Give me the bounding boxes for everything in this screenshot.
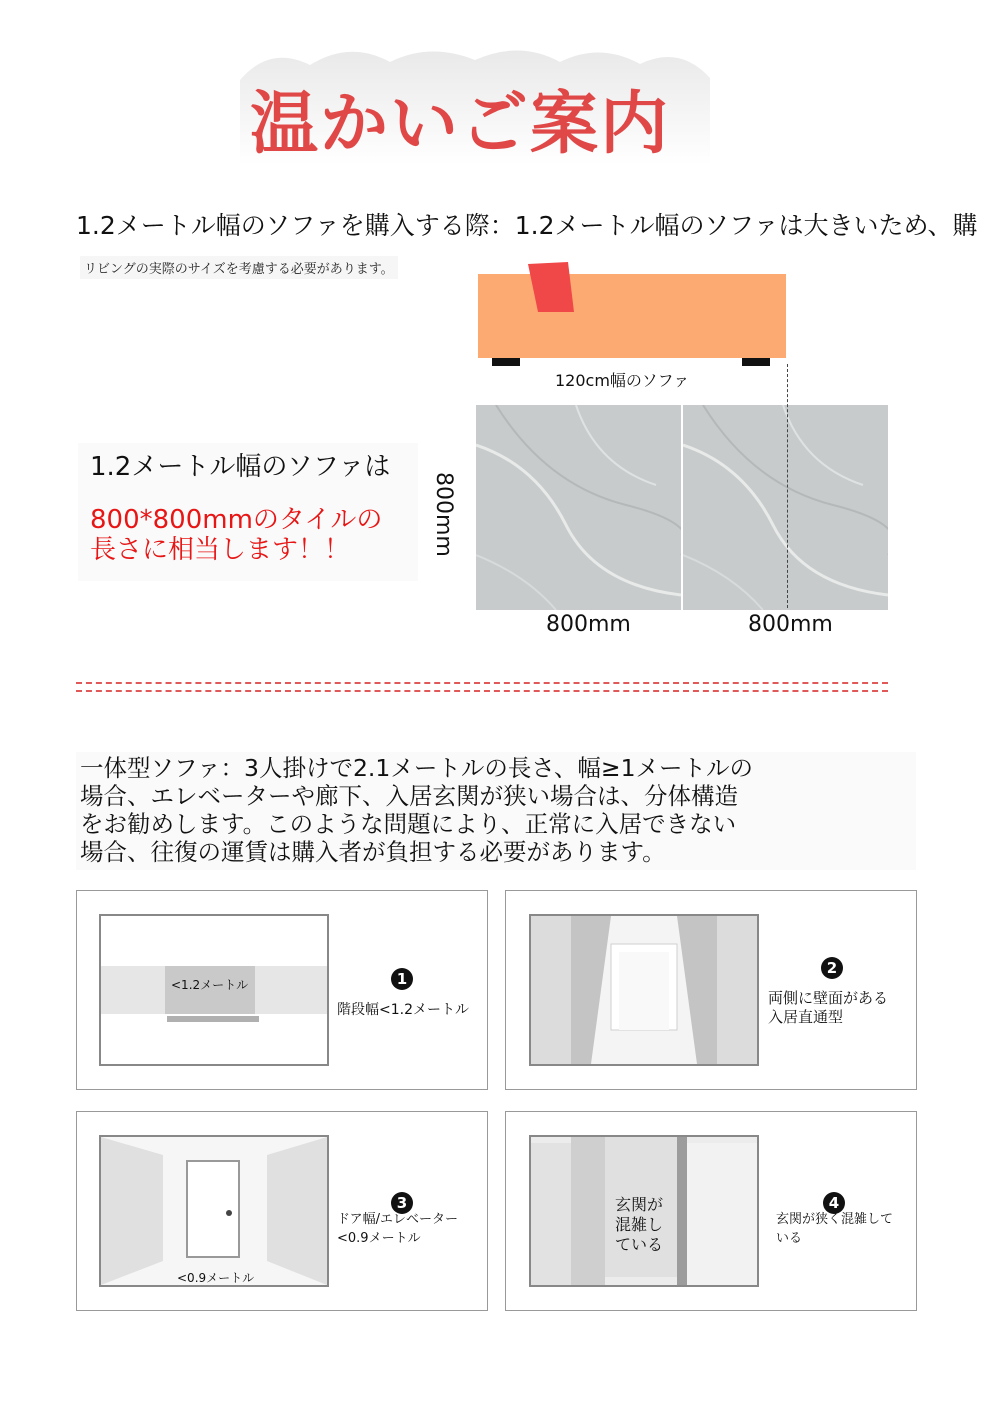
case-1-inner-label: <1.2メートル	[171, 978, 249, 992]
case-panel-2	[505, 890, 917, 1090]
case-4-diagram	[529, 1135, 759, 1287]
marble-tile-left	[476, 405, 681, 610]
case-2-number: 2	[821, 957, 843, 979]
tile-width-right: 800mm	[748, 612, 833, 637]
page-title: 温かいご案内	[250, 85, 671, 164]
case-panel-4	[505, 1111, 917, 1311]
separator	[76, 672, 888, 702]
notice-line: 場合、エレベーターや廊下、入居玄関が狭い場合は、分体構造	[80, 782, 738, 810]
sofa-label: 120cm幅のソファ	[555, 371, 690, 390]
case-3-caption: ドア幅/エレベーター<0.9メートル	[337, 1212, 458, 1246]
equivalence-line1: 1.2メートル幅のソファは	[90, 452, 391, 482]
notice-paragraph	[80, 754, 900, 866]
sofa-body	[478, 274, 786, 358]
sofa-leg-left	[492, 358, 520, 366]
sofa-leg-right	[742, 358, 770, 366]
intro-subline: リビングの実際のサイズを考慮する必要があります。	[80, 256, 398, 279]
case-4-inner-label: 玄関が混雑している	[615, 1195, 664, 1254]
notice-line: 一体型ソファ：3人掛けで2.1メートルの長さ、幅≥1メートルの	[80, 754, 754, 782]
case-4-number: 4	[823, 1192, 845, 1214]
notice-line: 場合、往復の運賃は購入者が負担する必要があります。	[80, 838, 666, 866]
case-1-diagram	[99, 914, 329, 1066]
case-2-caption: 両側に壁面がある入居直通型	[768, 989, 889, 1026]
intro-headline: 1.2メートル幅のソファを購入する際：1.2メートル幅のソファは大きいため、購	[76, 211, 978, 240]
case-panel-1	[76, 890, 488, 1090]
case-1-number: 1	[391, 968, 413, 990]
equivalence-line3: 長さに相当します！！	[90, 535, 351, 565]
sofa-illustration	[470, 258, 800, 370]
case-panel-3	[76, 1111, 488, 1311]
case-3-diagram	[99, 1135, 329, 1287]
marble-tile-right	[683, 405, 888, 610]
tile-height-label: 800mm	[431, 472, 456, 557]
case-3-inner-label: <0.9メートル	[177, 1271, 255, 1285]
case-1-caption: 階段幅<1.2メートル	[337, 1002, 469, 1018]
sofa-extent-guide	[787, 364, 788, 608]
equivalence-line2: 800*800mmのタイルの	[90, 505, 383, 535]
case-4-caption: 玄関が狭く混雑している	[776, 1212, 894, 1246]
case-3-number: 3	[391, 1192, 413, 1214]
tile-width-left: 800mm	[546, 612, 631, 637]
equivalence-highlight	[90, 505, 420, 565]
case-2-diagram	[529, 914, 759, 1066]
notice-line: をお勧めします。このような問題により、正常に入居できない	[80, 810, 737, 838]
